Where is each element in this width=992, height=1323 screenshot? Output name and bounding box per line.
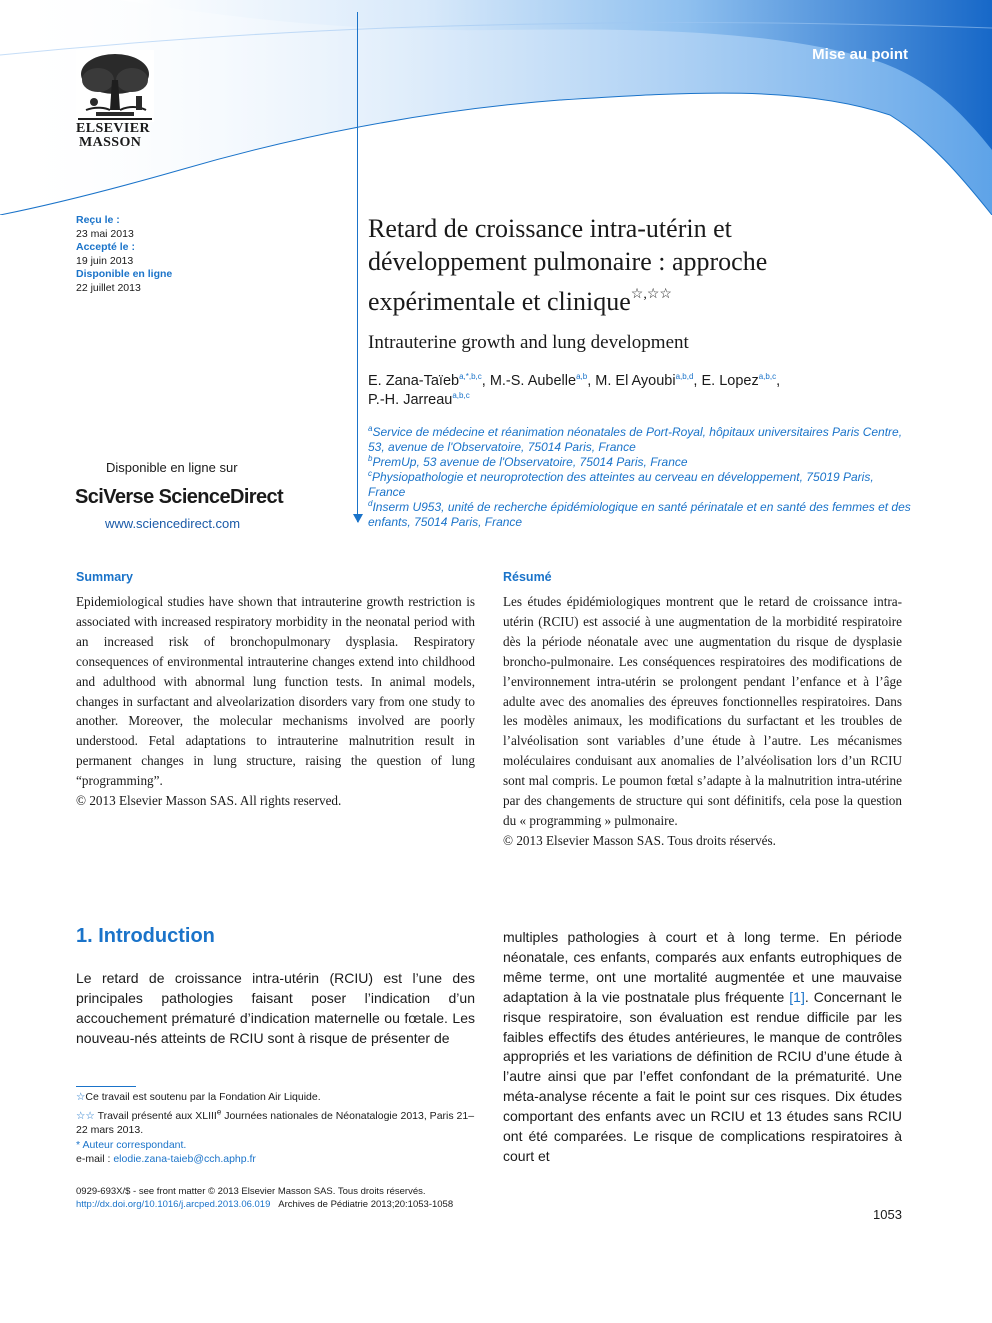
footnote-email: e-mail : elodie.zana-taieb@cch.aphp.fr: [76, 1153, 256, 1165]
logo-word-elsevier: ELSEVIER: [76, 121, 151, 136]
reference-link[interactable]: [1]: [789, 988, 805, 1005]
affiliation-item: $^b$PremUp, 53 avenue de l'Observatoire, 75014 Paris, France: [368, 454, 688, 469]
received-date: 23 mai 2013: [76, 227, 134, 240]
resume-heading: Résumé: [503, 570, 552, 584]
logo-word-masson: MASSON: [79, 135, 142, 150]
article-subtitle: Intrauterine growth and lung development: [368, 332, 689, 353]
elsevier-tree-icon: [76, 50, 154, 122]
title-line-2: développement pulmonaire : approche: [368, 247, 768, 276]
author-affiliation-marks[interactable]: a,b,d: [675, 372, 694, 382]
summary-copyright: © 2013 Elsevier Masson SAS. All rights reserved.: [76, 793, 342, 809]
author-name: M. El Ayoubi: [595, 373, 676, 389]
affiliation-item: $^c$Physiopathologie et neuroprotection des atteintes au cerveau en développement, 75019 Paris, France: [368, 469, 874, 499]
divider-arrow-icon: [353, 514, 363, 523]
publisher-logo: [76, 50, 154, 150]
email-link[interactable]: elodie.zana-taieb@cch.aphp.fr: [113, 1153, 256, 1165]
title-note-marks[interactable]: ☆,☆☆: [630, 287, 672, 302]
summary-heading: Summary: [76, 570, 133, 584]
introduction-heading: 1. Introduction: [76, 925, 215, 947]
footnote-item: ☆☆ Travail présenté aux XLIIIe Journées nationales de Néonatalogie 2013, Paris 21–22 mars 2013.: [76, 1107, 475, 1136]
vertical-divider: [357, 12, 358, 522]
footnote-item: ☆Ce travail est soutenu par la Fondation Air Liquide.: [76, 1091, 321, 1103]
introduction-text-left: Le retard de croissance intra-utérin (RCIU) est l’une des principales pathologies faisant poser l’indication d’un accouchement prématuré d’indication maternelle ou fœtale. Les nouveau-nés atteints de RCIU sont à risque de présenter de: [76, 970, 475, 1046]
summary-text: Epidemiological studies have shown that intrauterine growth restriction is associated with increased respiratory morbidity in the neonatal period with an increased risk of bronchopulmonary dysplasia. Respiratory consequences of environmental intrauterine changes extend into childhood and adulthood with abnormal lung function tests. In animal models, changes in surfactant and alveolarization disorders vary from one study to another. Moreover, the molecular mechanisms involved are poorly understood. Fetal adaptations to intrauterine malnutrition result in permanent changes in lung structure, raising the question of lung “programming”. © 2013 Elsevier Masson SAS. All rights reserved.: [76, 592, 475, 811]
accepted-label: Accepté le :: [76, 241, 135, 253]
title-line-3: expérimentale et clinique: [368, 287, 631, 316]
author-name: E. Lopez: [701, 373, 759, 389]
author-name: M.-S. Aubelle: [489, 373, 577, 389]
online-label: Disponible en ligne: [76, 268, 173, 280]
author-name: P.-H. Jarreau: [368, 392, 453, 408]
author-name: E. Zana-Taïeb: [368, 373, 460, 389]
bibliographic-info: [76, 1185, 453, 1211]
resume-text: Les études épidémiologiques montrent que le retard de croissance intra-utérin (RCIU) est associé à une augmentation de la morbidité respiratoire dès la période néonatale avec une augmentation du risque de dysplasie broncho-pulmonaire. Les conséquences respiratoires des modifications de l’environnement intra-utérin se prolongent pendant l’enfance et à l’âge adulte avec des anomalies des épreuves fonctionnelles respiratoires. Dans les modèles animaux, les modifications du surfactant et les troubles de l’alvéolisation sont variables d’une étude à l’autre. Les mécanismes moléculaires conduisant aux anomalies de l’alvéolisation lors d’un RCIU sont mal compris. Le poumon fœtal s’adapte à la malnutrition intra-utérine par des changements de structure qui sont définitifs, cela pose la question du « programming » pulmonaire. © 2013 Elsevier Masson SAS. Tous droits réservés.: [503, 592, 902, 851]
doi-link[interactable]: http://dx.doi.org/10.1016/j.arcped.2013.06.019: [76, 1199, 271, 1210]
available-online-label: Disponible en ligne sur: [106, 460, 238, 475]
author-list: E. Zana-Taïeb$^{a,*,b,c}$, M.-S. Aubelle$^{a,b}$, M. El Ayoubi$^{a,b,d}$, E. Lopez$^{a,b,c}$, P.-H. Jarreau$^{a,b,c}$: [368, 372, 781, 408]
title-line-1: Retard de croissance intra-utérin et: [368, 214, 732, 243]
introduction-text-right: multiples pathologies à court et à long terme. En période néonatale, ces enfants, comparés aux enfants eutrophiques de même terme, ont une mortalité augmentée et une mauvaise adaptation à la vie postnatale plus fréquente [1]. Concernant le risque respiratoire, son évaluation est rendue difficile par les faibles effectifs des études antérieures, le manque de contrôles appropriés et les variations de définition de RCIU d’une étude à l’autre ainsi que par l’effet confondant de la prématurité. Une méta-analyse récente a fait le point sur ces risques. Dix études comportant des enfants avec un RCIU et 13 études sans RCIU ont été comparées. Le risque de complications respiratoires à court et: [503, 929, 902, 1164]
affiliation-item: $^a$Service de médecine et réanimation néonatales de Port-Royal, hôpitaux universitaires Paris Centre, 53, avenue de l'Observatoire, 75014 Paris, France: [368, 424, 903, 454]
received-label: Reçu le :: [76, 214, 120, 226]
sciencedirect-link[interactable]: www.sciencedirect.com: [105, 516, 241, 531]
author-affiliation-marks[interactable]: a,b,c: [758, 372, 777, 382]
affiliation-list: [368, 425, 913, 530]
page-number: 1053: [873, 1207, 902, 1222]
affiliation-item: $^d$Inserm U953, unité de recherche épidémiologique en santé périnatale et en santé des femmes et des enfants, 75014 Paris, France: [368, 499, 911, 529]
journal-citation: Archives de Pédiatrie 2013;20:1053-1058: [278, 1199, 454, 1210]
footnote-rule: [76, 1086, 136, 1087]
footnote-item: * Auteur correspondant.: [76, 1138, 187, 1151]
article-dates: [76, 214, 172, 295]
accepted-date: 19 juin 2013: [76, 254, 134, 267]
footnotes: [76, 1090, 476, 1167]
author-affiliation-marks[interactable]: a,b: [576, 372, 588, 382]
author-affiliation-marks[interactable]: a,b,c: [452, 391, 470, 401]
resume-copyright: © 2013 Elsevier Masson SAS. Tous droits réservés.: [503, 832, 776, 848]
issn-line: 0929-693X/$ - see front matter © 2013 Elsevier Masson SAS. Tous droits réservés.: [76, 1186, 426, 1197]
article-title: [368, 212, 908, 318]
author-affiliation-marks[interactable]: a,*,b,c: [459, 372, 482, 382]
section-label: Mise au point: [812, 46, 908, 63]
sciverse-logo: SciVerse ScienceDirect: [75, 486, 284, 508]
online-date: 22 juillet 2013: [76, 281, 141, 294]
